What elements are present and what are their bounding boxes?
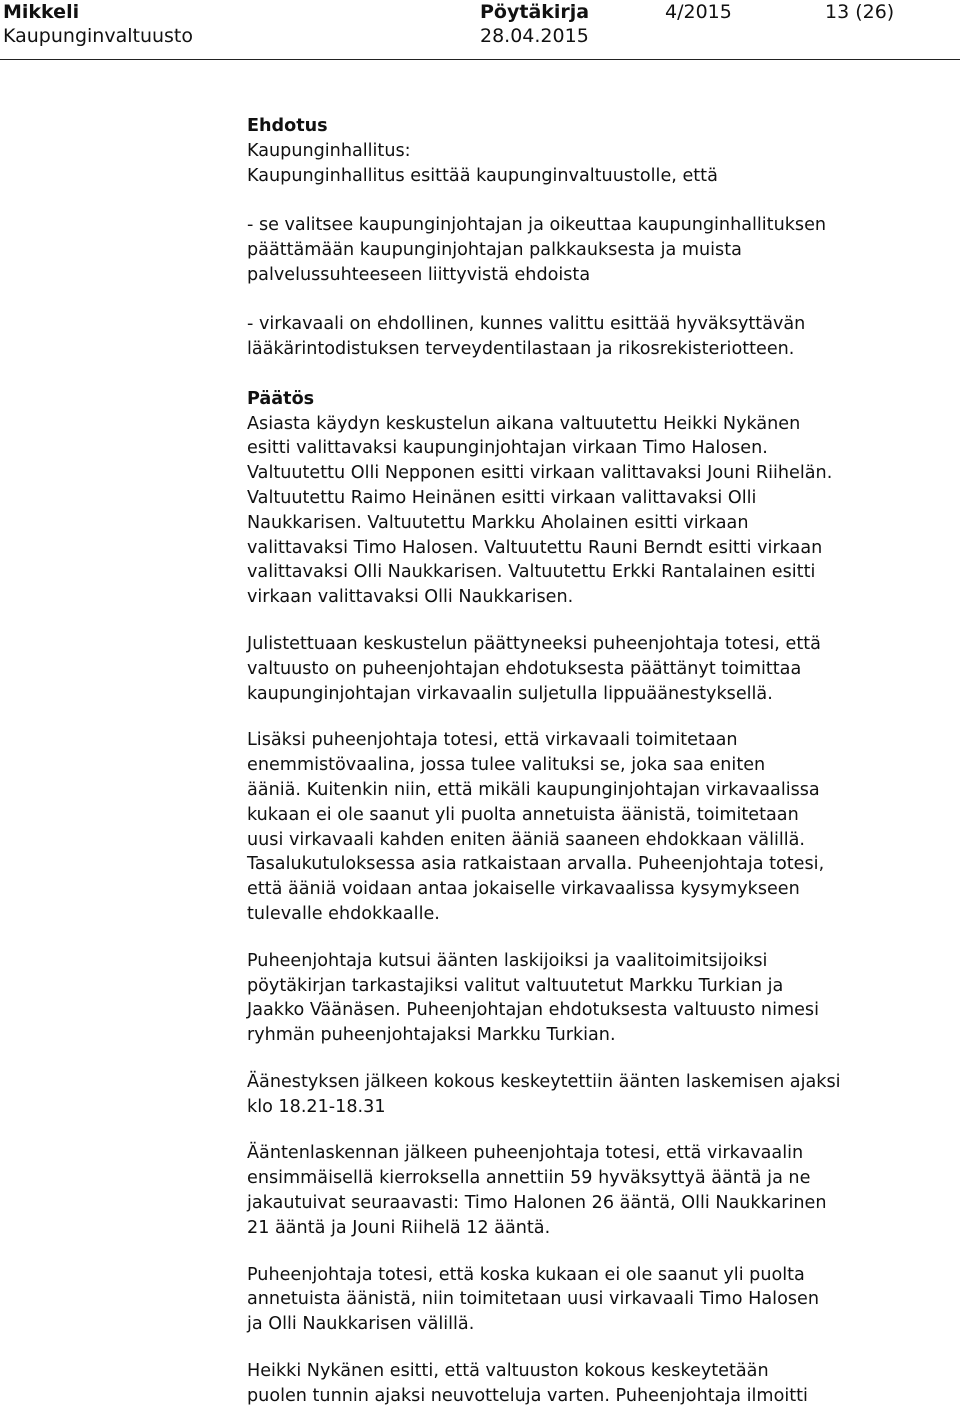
text-line: ensimmäisellä kierroksella annettiin 59 hyväksyttyä ääntä ja ne bbox=[247, 1168, 811, 1189]
text-line: klo 18.21-18.31 bbox=[247, 1096, 386, 1117]
text-line: valtuusto on puheenjohtajan ehdotuksesta päättänyt toimittaa bbox=[247, 658, 802, 679]
decision-paragraph bbox=[247, 1070, 947, 1120]
text-line: 21 ääntä ja Jouni Riihelä 12 ääntä. bbox=[247, 1217, 551, 1238]
text-line: kukaan ei ole saanut yli puolta annetuista äänistä, toimitetaan bbox=[247, 804, 799, 825]
page-header bbox=[0, 0, 960, 60]
text-line: Ääntenlaskennan jälkeen puheenjohtaja totesi, että virkavaalin bbox=[247, 1143, 804, 1164]
text-line: tulevalle ehdokkaalle. bbox=[247, 903, 440, 924]
text-line: Naukkarisen. Valtuutettu Markku Aholainen esitti virkaan bbox=[247, 512, 749, 533]
text-line: puolen tunnin ajaksi neuvotteluja varten. Puheenjohtaja ilmoitti bbox=[247, 1385, 808, 1406]
text-line: että ääniä voidaan antaa jokaiselle virkavaalissa kysymykseen bbox=[247, 879, 800, 900]
meeting-date: 28.04.2015 bbox=[480, 25, 589, 47]
decision-paragraph bbox=[247, 1359, 947, 1409]
proposal-heading: Ehdotus bbox=[247, 116, 328, 136]
text-line: esitti valittavaksi kaupunginjohtajan virkaan Timo Halosen. bbox=[247, 438, 768, 459]
text-line: Heikki Nykänen esitti, että valtuuston kokous keskeytetään bbox=[247, 1361, 769, 1382]
text-line: - se valitsee kaupunginjohtajan ja oikeuttaa kaupunginhallituksen bbox=[247, 215, 827, 236]
page-number: 13 (26) bbox=[825, 1, 895, 23]
text-line: päättämään kaupunginjohtajan palkkauksesta ja muista bbox=[247, 239, 742, 260]
text-line: Äänestyksen jälkeen kokous keskeytettiin äänten laskemisen ajaksi bbox=[247, 1071, 841, 1092]
text-line: virkaan valittavaksi Olli Naukkarisen. bbox=[247, 587, 574, 608]
organization-name: Mikkeli bbox=[3, 1, 80, 23]
header-divider bbox=[0, 59, 960, 60]
decision-paragraph bbox=[247, 949, 947, 1048]
text-line: valittavaksi Olli Naukkarisen. Valtuutettu Erkki Rantalainen esitti bbox=[247, 562, 816, 583]
meeting-body: Kaupunginvaltuusto bbox=[3, 25, 194, 47]
document-number: 4/2015 bbox=[665, 1, 732, 23]
proposal-item-2 bbox=[247, 312, 947, 362]
text-line: ääniä. Kuitenkin niin, että mikäli kaupunginjohtajan virkavaalissa bbox=[247, 779, 820, 800]
proposal-section bbox=[247, 114, 947, 362]
text-line: Asiasta käydyn keskustelun aikana valtuutettu Heikki Nykänen bbox=[247, 413, 801, 434]
text-line: valittavaksi Timo Halosen. Valtuutettu Rauni Berndt esitti virkaan bbox=[247, 537, 823, 558]
decision-paragraph bbox=[247, 1141, 947, 1240]
text-line: ja Olli Naukkarisen välillä. bbox=[247, 1314, 475, 1335]
text-line: Jaakko Väänäsen. Puheenjohtajan ehdotuksesta valtuusto nimesi bbox=[247, 1000, 819, 1021]
text-line: Julistettuaan keskustelun päättyneeksi puheenjohtaja totesi, että bbox=[247, 633, 821, 654]
text-line: Puheenjohtaja totesi, että koska kukaan ei ole saanut yli puolta bbox=[247, 1264, 805, 1285]
text-line: ryhmän puheenjohtajaksi Markku Turkian. bbox=[247, 1025, 616, 1046]
decision-paragraph bbox=[247, 728, 947, 926]
decision-paragraph bbox=[247, 412, 947, 610]
text-line: enemmistövaalina, jossa tulee valituksi se, joka saa eniten bbox=[247, 755, 766, 776]
decision-paragraph bbox=[247, 632, 947, 706]
proposal-author: Kaupunginhallitus: bbox=[247, 140, 411, 161]
proposal-intro: Kaupunginhallitus esittää kaupunginvaltuustolle, että bbox=[247, 165, 718, 186]
text-line: Valtuutettu Olli Nepponen esitti virkaan valittavaksi Jouni Riihelän. bbox=[247, 463, 833, 484]
text-line: kaupunginjohtajan virkavaalin suljetulla lippuäänestyksellä. bbox=[247, 683, 773, 704]
text-line: pöytäkirjan tarkastajiksi valitut valtuutetut Markku Turkian ja bbox=[247, 975, 784, 996]
decision-section bbox=[247, 387, 947, 1409]
text-line: lääkärintodistuksen terveydentilastaan ja rikosrekisteriotteen. bbox=[247, 339, 795, 360]
text-line: Lisäksi puheenjohtaja totesi, että virkavaali toimitetaan bbox=[247, 730, 738, 751]
text-line: Tasalukutuloksessa asia ratkaistaan arvalla. Puheenjohtaja totesi, bbox=[247, 854, 825, 875]
text-line: uusi virkavaali kahden eniten ääniä saaneen ehdokkaan välillä. bbox=[247, 829, 806, 850]
document-type: Pöytäkirja bbox=[480, 1, 590, 23]
text-line: Valtuutettu Raimo Heinänen esitti virkaan valittavaksi Olli bbox=[247, 487, 757, 508]
decision-heading: Päätös bbox=[247, 388, 315, 409]
text-line: palvelussuhteeseen liittyvistä ehdoista bbox=[247, 264, 591, 285]
decision-paragraph bbox=[247, 1263, 947, 1337]
text-line: jakautuivat seuraavasti: Timo Halonen 26 ääntä, Olli Naukkarinen bbox=[247, 1193, 827, 1214]
text-line: annetuista äänistä, niin toimitetaan uusi virkavaali Timo Halosen bbox=[247, 1289, 819, 1310]
document-body bbox=[247, 114, 947, 1409]
text-line: Puheenjohtaja kutsui äänten laskijoiksi ja vaalitoimitsijoiksi bbox=[247, 950, 768, 971]
proposal-item-1 bbox=[247, 213, 947, 287]
text-line: - virkavaali on ehdollinen, kunnes valittu esittää hyväksyttävän bbox=[247, 314, 806, 335]
